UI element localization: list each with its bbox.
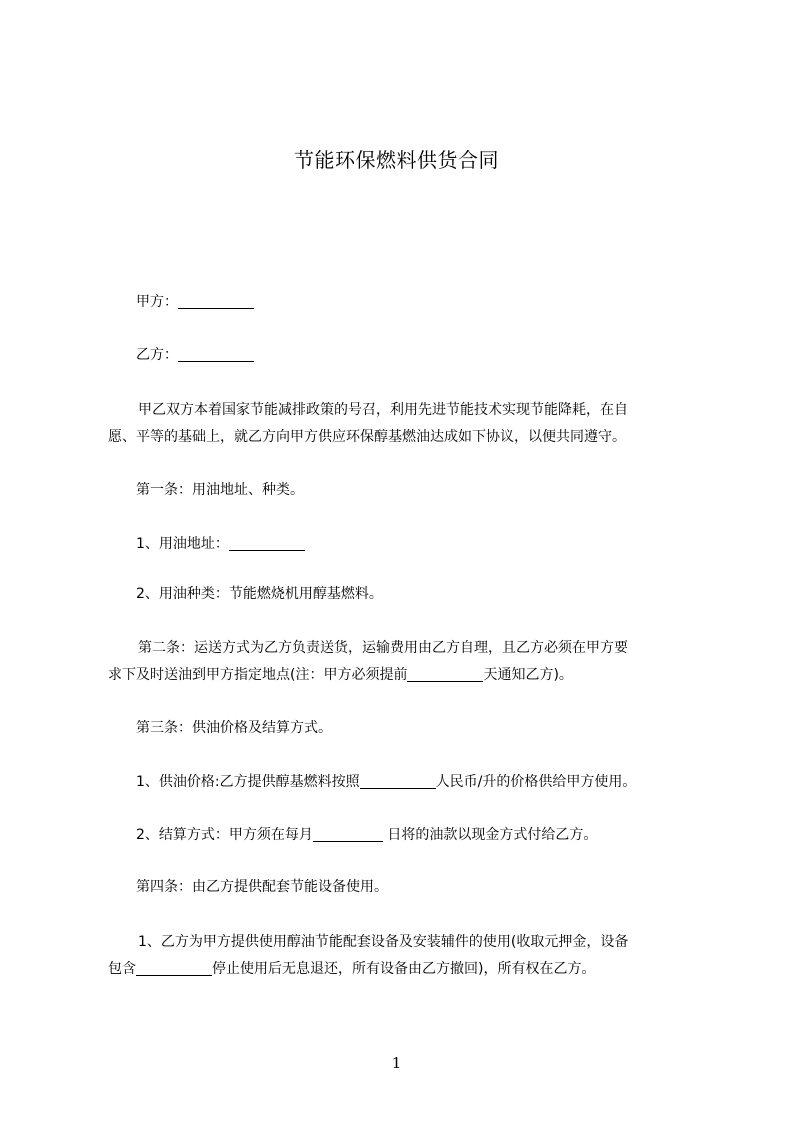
equipment-text-before: 包含	[108, 961, 136, 977]
settlement-day-blank	[313, 825, 383, 842]
equipment-text-after: 停止使用后无息退还，所有设备由乙方撤回)，所有权在乙方。	[212, 961, 596, 977]
document-title: 节能环保燃料供货合同	[294, 148, 499, 172]
article-4-item-1-line-1: 1、乙方为甲方提供使用醇油节能配套设备及安装辅件的使用(收取元押金，设备	[138, 934, 629, 950]
party-b-line	[108, 341, 736, 369]
article-3-heading: 第三条：供油价格及结算方式。	[136, 720, 332, 736]
price-blank	[360, 772, 436, 789]
article-1-item-2: 2、用油种类：节能燃烧机用醇基燃料。	[136, 586, 383, 602]
article-3-item-1	[108, 768, 736, 796]
party-b-label: 乙方：	[136, 347, 178, 363]
settlement-text-after: 日将的油款以现金方式付给乙方。	[382, 827, 598, 843]
page-number: 1	[391, 1054, 402, 1072]
intro-line-1: 甲乙双方本着国家节能减排政策的号召，利用先进节能技术实现节能降耗，在自	[138, 402, 628, 418]
party-a-blank	[178, 292, 254, 309]
article-2-text-before: 求下及时送油到甲方指定地点(注：甲方必须提前	[108, 667, 408, 683]
party-b-blank	[178, 345, 254, 362]
intro-line-2: 愿、平等的基础上，就乙方向甲方供应环保醇基燃油达成如下协议，以便共同遵守。	[108, 429, 626, 445]
article-2-line-2	[108, 661, 708, 689]
party-a-line	[108, 288, 736, 316]
oil-address-blank	[229, 534, 305, 551]
notice-days-blank	[407, 665, 483, 682]
article-1-heading: 第一条：用油地址、种类。	[136, 482, 304, 498]
article-4-item-1-line-2	[108, 955, 708, 983]
party-a-label: 甲方：	[136, 294, 178, 310]
article-4-heading: 第四条：由乙方提供配套节能设备使用。	[136, 879, 388, 895]
article-3-item-2	[108, 821, 736, 849]
article-2-line-1: 第二条：运送方式为乙方负责送货，运输费用由乙方自理，且乙方必须在甲方要	[138, 640, 628, 656]
price-text-before: 1、供油价格:乙方提供醇基燃料按照	[136, 774, 360, 790]
article-1-item-1	[108, 530, 736, 558]
oil-address-label: 1、用油地址：	[136, 536, 229, 552]
article-2-text-after: 天通知乙方)。	[483, 667, 573, 683]
price-text-after: 人民币/升的价格供给甲方使用。	[435, 774, 637, 790]
settlement-text-before: 2、结算方式：甲方须在每月	[136, 827, 313, 843]
equipment-blank	[136, 959, 212, 976]
